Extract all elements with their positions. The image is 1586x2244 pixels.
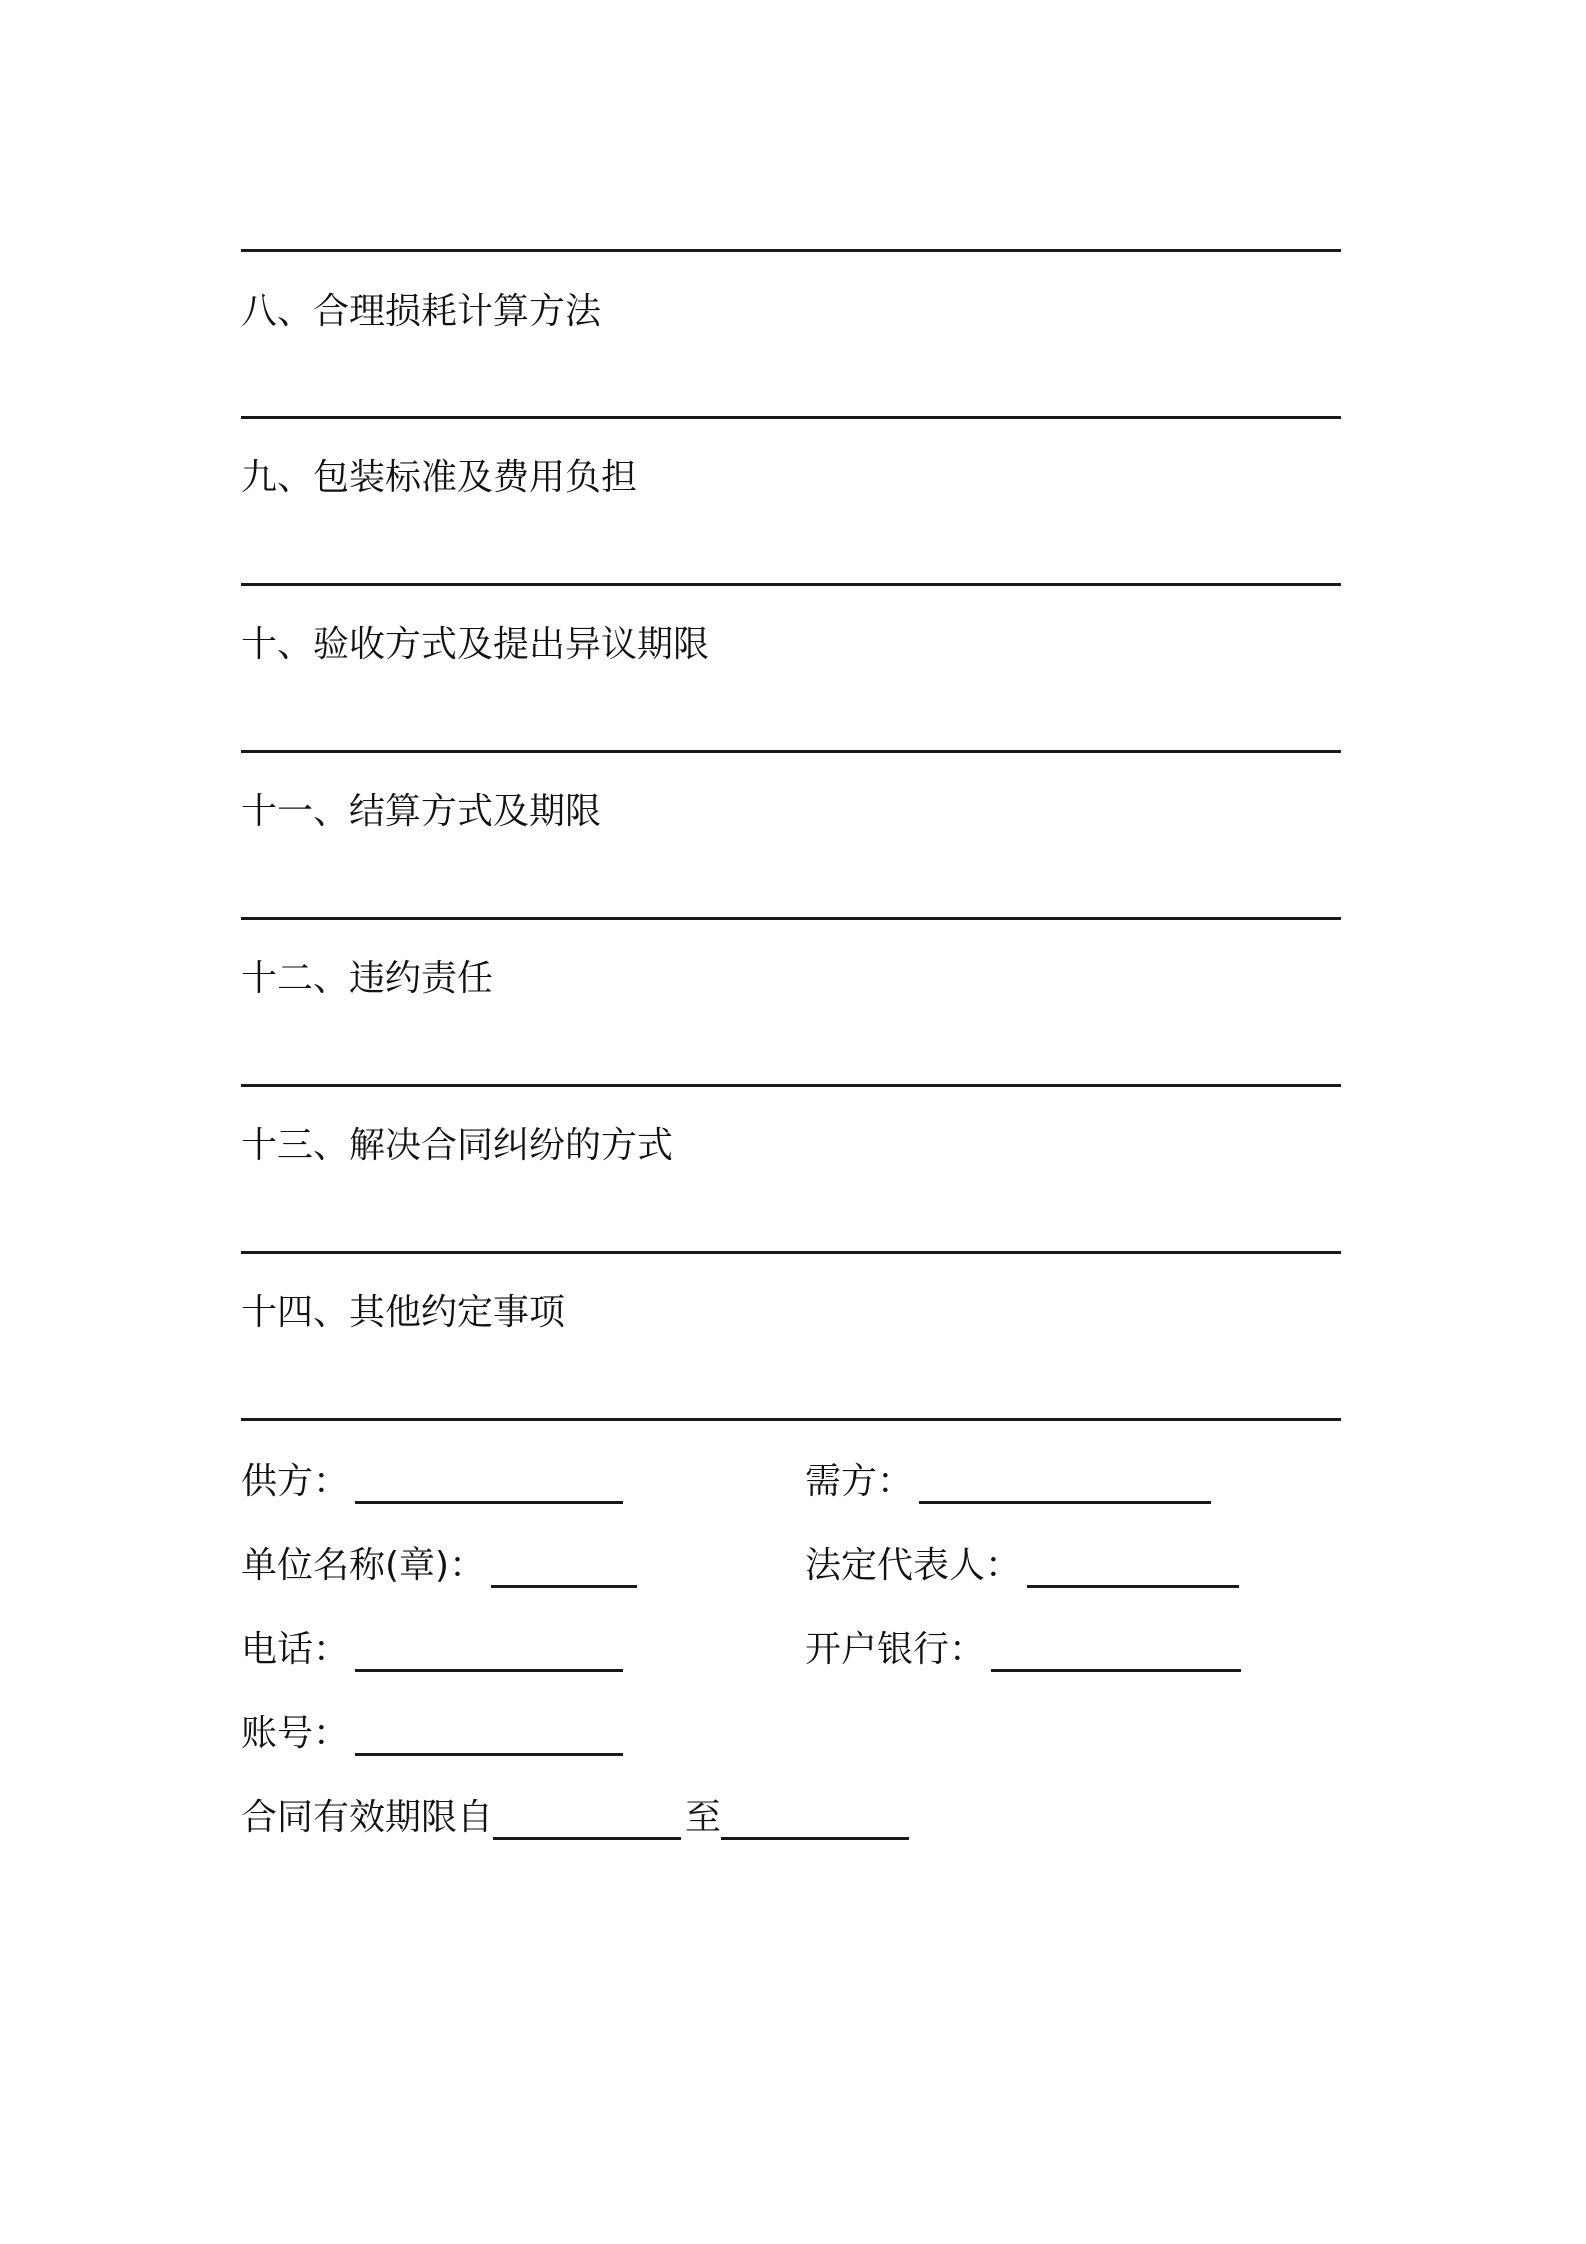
account-blank[interactable] xyxy=(355,1719,623,1756)
unit-name-blank[interactable] xyxy=(491,1551,637,1588)
rule-line xyxy=(241,249,1341,252)
section-heading: 十、验收方式及提出异议期限 xyxy=(241,624,710,665)
rule-line xyxy=(241,917,1341,920)
validity-from-label: 合同有效期限自 xyxy=(241,1797,494,1838)
account-label: 账号： xyxy=(241,1713,350,1754)
validity-end-blank[interactable] xyxy=(721,1803,909,1840)
legal-rep-blank[interactable] xyxy=(1027,1551,1239,1588)
legal-rep-field xyxy=(805,1544,1239,1588)
validity-start-blank[interactable] xyxy=(493,1803,681,1840)
section-heading: 十四、其他约定事项 xyxy=(241,1292,566,1333)
rule-line xyxy=(241,750,1341,753)
legal-rep-label: 法定代表人： xyxy=(805,1545,1022,1586)
rule-line xyxy=(241,1418,1341,1421)
buyer-field xyxy=(805,1460,1211,1504)
rule-line xyxy=(241,1251,1341,1254)
supplier-field xyxy=(241,1460,623,1504)
rule-line xyxy=(241,416,1341,419)
phone-blank[interactable] xyxy=(355,1635,623,1672)
section-heading: 十二、违约责任 xyxy=(241,958,494,999)
rule-line xyxy=(241,583,1341,586)
phone-field xyxy=(241,1628,623,1672)
account-field xyxy=(241,1712,623,1756)
section-heading: 十一、结算方式及期限 xyxy=(241,791,602,832)
validity-field xyxy=(241,1796,909,1840)
section-heading: 八、合理损耗计算方法 xyxy=(241,291,602,332)
section-heading: 九、包装标准及费用负担 xyxy=(241,457,638,498)
phone-label: 电话： xyxy=(241,1629,350,1670)
unit-name-field xyxy=(241,1544,637,1588)
bank-field xyxy=(805,1628,1241,1672)
unit-name-label: 单位名称(章)： xyxy=(241,1545,486,1586)
rule-line xyxy=(241,1084,1341,1087)
supplier-label: 供方： xyxy=(241,1461,350,1502)
buyer-blank[interactable] xyxy=(919,1467,1211,1504)
supplier-blank[interactable] xyxy=(355,1467,623,1504)
bank-label: 开户银行： xyxy=(805,1629,986,1670)
buyer-label: 需方： xyxy=(805,1461,914,1502)
validity-to-label: 至 xyxy=(685,1797,722,1838)
bank-blank[interactable] xyxy=(991,1635,1241,1672)
section-heading: 十三、解决合同纠纷的方式 xyxy=(241,1125,674,1166)
